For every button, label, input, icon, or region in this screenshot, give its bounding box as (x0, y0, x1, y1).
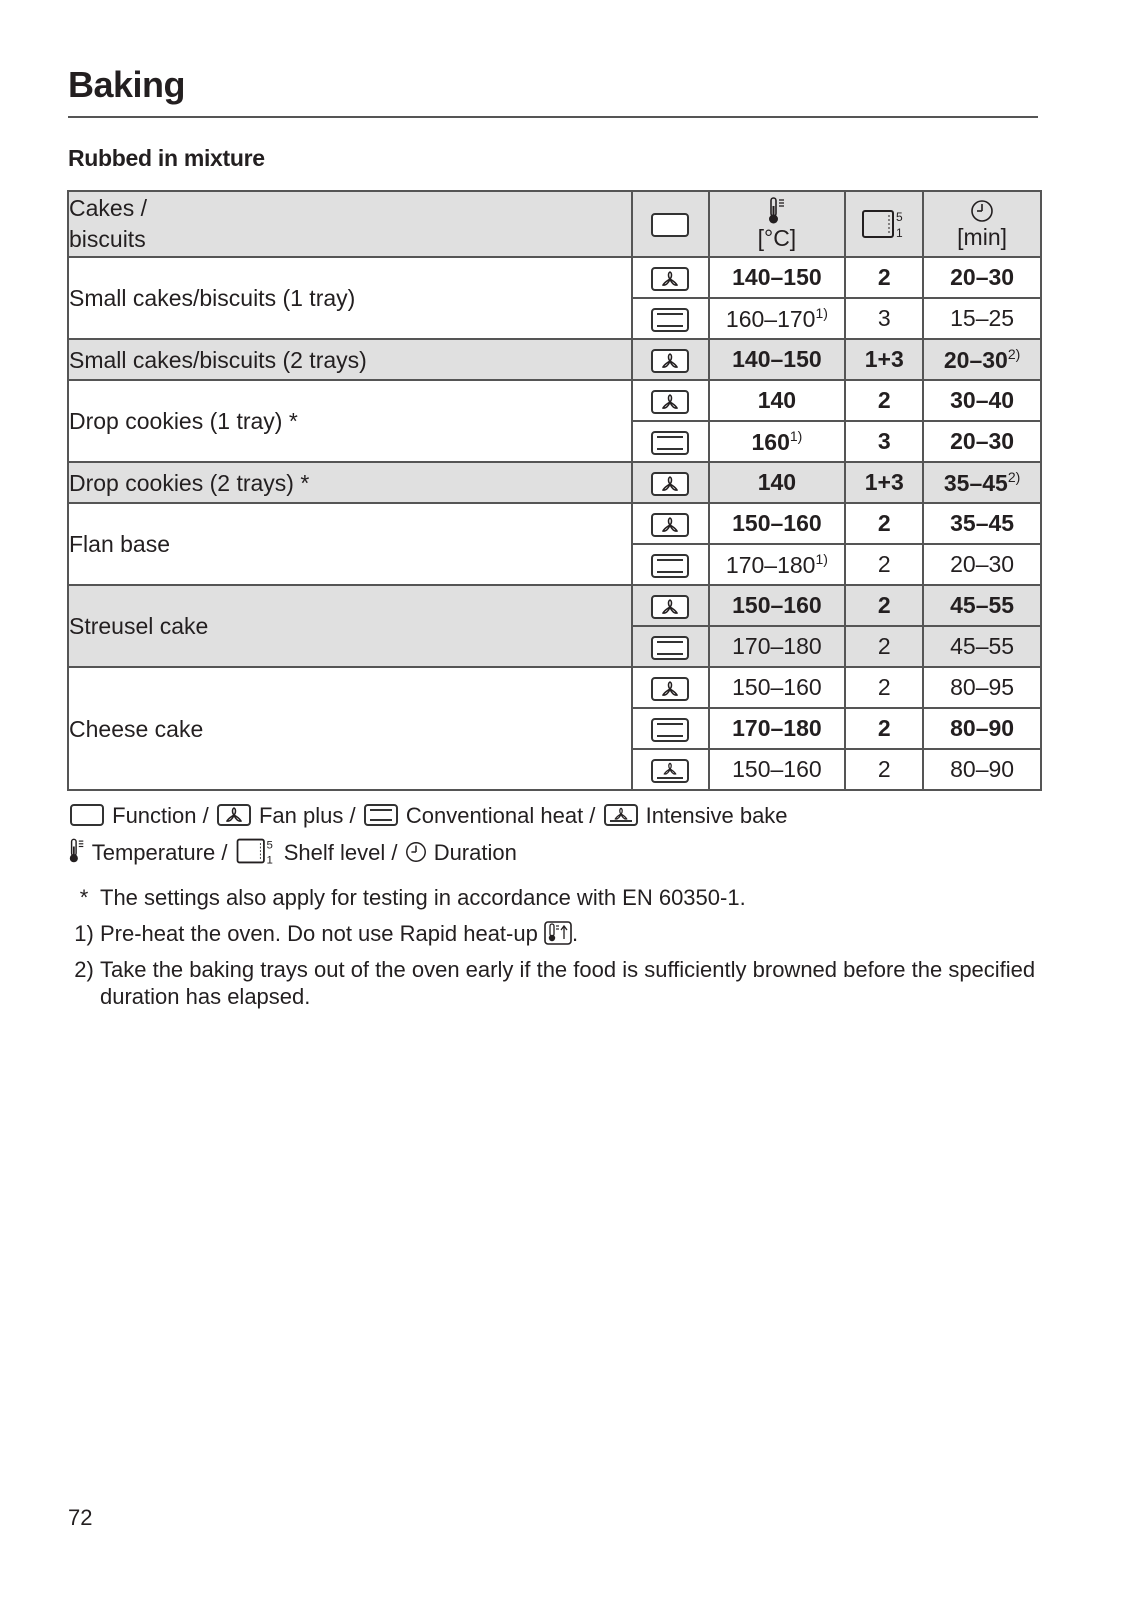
function-cell (632, 708, 709, 749)
function-cell (632, 503, 709, 544)
conventional-heat-icon (651, 431, 689, 455)
fan-plus-icon (651, 267, 689, 291)
function-cell (632, 585, 709, 626)
function-cell (632, 257, 709, 298)
shelf-level-icon (859, 207, 909, 241)
temperature-cell: 140 (709, 462, 846, 503)
conventional-heat-icon (364, 804, 398, 826)
food-name: Drop cookies (2 trays) * (68, 462, 632, 503)
section-title: Rubbed in mixture (68, 145, 265, 171)
temperature-cell: 160$^{1)}$ (709, 421, 846, 462)
table-row (68, 339, 1041, 380)
shelf-level-cell: 1+3 (845, 462, 923, 503)
shelf-level-cell: 1+3 (845, 339, 923, 380)
thermometer-icon (68, 838, 86, 864)
duration-cell: 20–30 (923, 544, 1041, 585)
temperature-cell: 170–180 (709, 626, 846, 667)
fan-plus-icon (651, 390, 689, 414)
duration-cell: 80–90 (923, 708, 1041, 749)
function-cell (632, 380, 709, 421)
fan-plus-icon (651, 677, 689, 701)
svg-text:5: 5 (266, 839, 273, 852)
baking-table (67, 190, 1042, 791)
conventional-heat-icon (651, 636, 689, 660)
food-name: Drop cookies (1 tray) * (68, 380, 632, 462)
footnote-ref: 1) (789, 427, 803, 444)
temperature-cell: 140 (709, 380, 846, 421)
page-number: 72 (68, 1505, 93, 1530)
duration-cell: 80–90 (923, 749, 1041, 790)
function-cell (632, 298, 709, 339)
footnote-asterisk: * The settings also apply for testing in accordance with EN 60350-1. (79, 885, 746, 910)
table-row (68, 462, 1041, 503)
duration-cell: 45–55 (923, 585, 1041, 626)
table-row (68, 380, 1041, 421)
conventional-heat-icon (651, 554, 689, 578)
food-name: Cheese cake (68, 667, 632, 790)
shelf-level-cell: 3 (845, 421, 923, 462)
function-cell (632, 421, 709, 462)
temperature-cell: 150–160 (709, 667, 846, 708)
temperature-cell: 140–150 (709, 257, 846, 298)
temperature-cell: 150–160 (709, 503, 846, 544)
duration-cell: 20–30 (923, 257, 1041, 298)
table-row (68, 257, 1041, 298)
intensive-bake-icon (604, 804, 638, 826)
fan-plus-icon (651, 349, 689, 373)
header-shelf-level (845, 191, 923, 257)
shelf-level-cell: 2 (845, 257, 923, 298)
page-title: Baking (68, 64, 186, 105)
temperature-cell: 170–180 (709, 708, 846, 749)
function-icon (70, 804, 104, 826)
duration-cell: 45–55 (923, 626, 1041, 667)
fan-plus-icon (217, 804, 251, 826)
header-food: Cakes / biscuits (68, 191, 632, 257)
svg-text:1: 1 (266, 854, 273, 866)
table-body (68, 257, 1041, 790)
header-temperature: [°C] (709, 191, 846, 257)
temperature-cell: 140–150 (709, 339, 846, 380)
conventional-heat-icon (651, 718, 689, 742)
duration-cell: 80–95 (923, 667, 1041, 708)
svg-text:5: 5 (896, 210, 903, 224)
duration-cell: 30–40 (923, 380, 1041, 421)
function-cell (632, 626, 709, 667)
svg-text:1: 1 (896, 226, 903, 240)
legend-columns: Temperature / 5 1 Shelf level / Duration (68, 836, 517, 866)
shelf-level-cell: 2 (845, 749, 923, 790)
shelf-level-cell: 2 (845, 667, 923, 708)
fan-plus-icon (651, 595, 689, 619)
shelf-level-cell: 2 (845, 380, 923, 421)
function-cell (632, 667, 709, 708)
clock-icon (969, 198, 995, 224)
shelf-level-cell: 2 (845, 708, 923, 749)
function-cell (632, 462, 709, 503)
footnote-ref: 2) (1007, 468, 1021, 485)
duration-cell: 35–45 (923, 503, 1041, 544)
shelf-level-cell: 2 (845, 503, 923, 544)
footnote-ref: 1) (815, 550, 828, 567)
food-name: Streusel cake (68, 585, 632, 667)
table-row (68, 667, 1041, 708)
shelf-level-cell: 2 (845, 544, 923, 585)
duration-cell: 20–30$^{2)}$ (923, 339, 1041, 380)
food-name: Small cakes/biscuits (1 tray) (68, 257, 632, 339)
table-header-row (68, 191, 1041, 257)
fan-plus-icon (651, 472, 689, 496)
shelf-level-cell: 2 (845, 626, 923, 667)
duration-cell: 20–30 (923, 421, 1041, 462)
function-cell (632, 339, 709, 380)
shelf-level-icon (234, 836, 278, 866)
thermometer-icon (767, 197, 787, 225)
legend-functions: Function / Fan plus / Conventional heat / Intensive bake (68, 803, 788, 829)
temperature-cell: 150–160 (709, 585, 846, 626)
header-function (632, 191, 709, 257)
header-duration: [min] (923, 191, 1041, 257)
fan-plus-icon (651, 513, 689, 537)
food-name: Flan base (68, 503, 632, 585)
table-row (68, 503, 1041, 544)
conventional-heat-icon (651, 308, 689, 332)
footnote-ref: 1) (815, 304, 828, 321)
function-cell (632, 544, 709, 585)
clock-icon (404, 840, 428, 864)
food-name: Small cakes/biscuits (2 trays) (68, 339, 632, 380)
rapid-heat-up-icon (544, 921, 572, 945)
table-row (68, 585, 1041, 626)
function-cell (632, 749, 709, 790)
intensive-bake-icon (651, 759, 689, 783)
footnote-ref: 2) (1007, 345, 1021, 362)
footnote-1: 1) Pre-heat the oven. Do not use Rapid heat-up . (74, 921, 579, 946)
temperature-cell: 150–160 (709, 749, 846, 790)
function-icon (651, 213, 689, 237)
shelf-level-cell: 2 (845, 585, 923, 626)
title-divider (68, 116, 1038, 118)
shelf-level-cell: 3 (845, 298, 923, 339)
temperature-cell: 160–170$^{1)}$ (709, 298, 846, 339)
duration-cell: 35–45$^{2)}$ (923, 462, 1041, 503)
footnotes (68, 884, 1038, 1019)
duration-cell: 15–25 (923, 298, 1041, 339)
footnote-2: 2) Take the baking trays out of the oven early if the food is sufficiently browned before the specified duration has elapsed. (74, 957, 1036, 1009)
temperature-cell: 170–180$^{1)}$ (709, 544, 846, 585)
